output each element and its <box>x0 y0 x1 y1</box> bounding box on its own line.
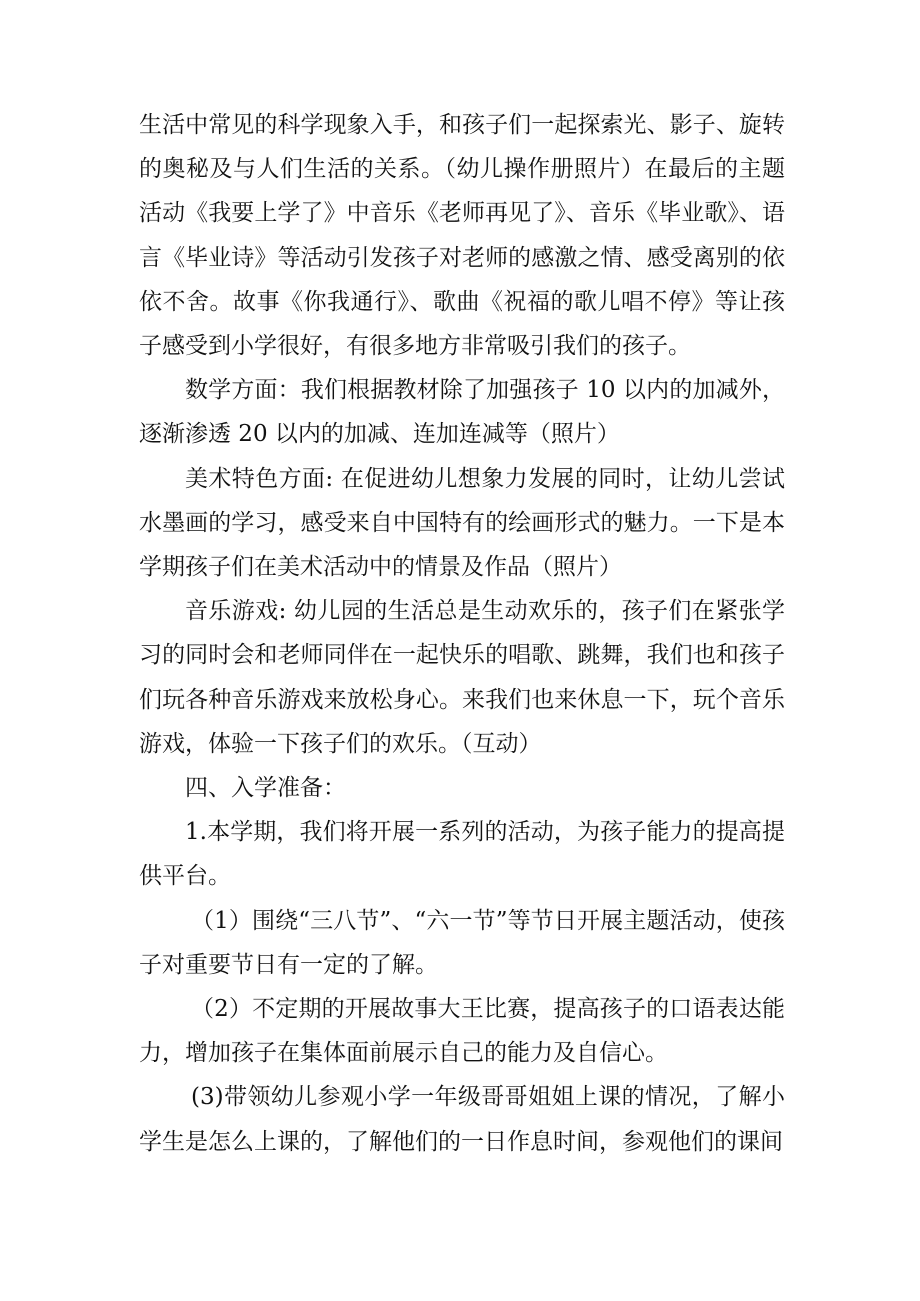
paragraph-music-games: 音乐游戏: 幼儿园的生活总是生动欢乐的，孩子们在紧张学习的同时会和老师同伴在一起快乐的唱歌、跳舞，我们也和孩子们玩各种音乐游戏来放松身心。来我们也来休息一下，玩个音乐游戏，体验一下孩子们的欢乐。（互动） <box>139 598 785 757</box>
document-body <box>139 103 785 1164</box>
paragraph-art: 美术特色方面: 在促进幼儿想象力发展的同时，让幼儿尝试水墨画的学习，感受来自中国特有的绘画形式的魅力。一下是本学期孩子们在美术活动中的情景及作品（照片） <box>139 465 785 581</box>
paragraph-subitem-3: (3)带领幼儿参观小学一年级哥哥姐姐上课的情况，了解小学生是怎么上课的，了解他们的一日作息时间，参观他们的课间 <box>139 1084 785 1155</box>
paragraph-subitem-2: （2）不定期的开展故事大王比赛，提高孩子的口语表达能力，增加孩子在集体面前展示自己的能力及自信心。 <box>139 996 785 1067</box>
paragraph-science-theme: 生活中常见的科学现象入手，和孩子们一起探索光、影子、旋转的奥秘及与人们生活的关系。（幼儿操作册照片）在最后的主题活动《我要上学了》中音乐《老师再见了》、音乐《毕业歌》、语言《毕业诗》等活动引发孩子对老师的感激之情、感受离别的依依不舍。故事《你我通行》、歌曲《祝福的歌儿唱不停》等让孩子感受到小学很好，有很多地方非常吸引我们的孩子。 <box>139 112 785 360</box>
section-heading-school-prep: 四、入学准备： <box>185 775 346 802</box>
paragraph-item-1: 1.本学期，我们将开展一系列的活动，为孩子能力的提高提供平台。 <box>139 819 785 890</box>
paragraph-subitem-1: （1）围绕“三八节”、“六一节”等节日开展主题活动，使孩子对重要节日有一定的了解。 <box>139 907 785 978</box>
paragraph-math: 数学方面：我们根据教材除了加强孩子 10 以内的加减外，逐渐渗透 20 以内的加减、连加连减等（照片） <box>139 377 785 448</box>
